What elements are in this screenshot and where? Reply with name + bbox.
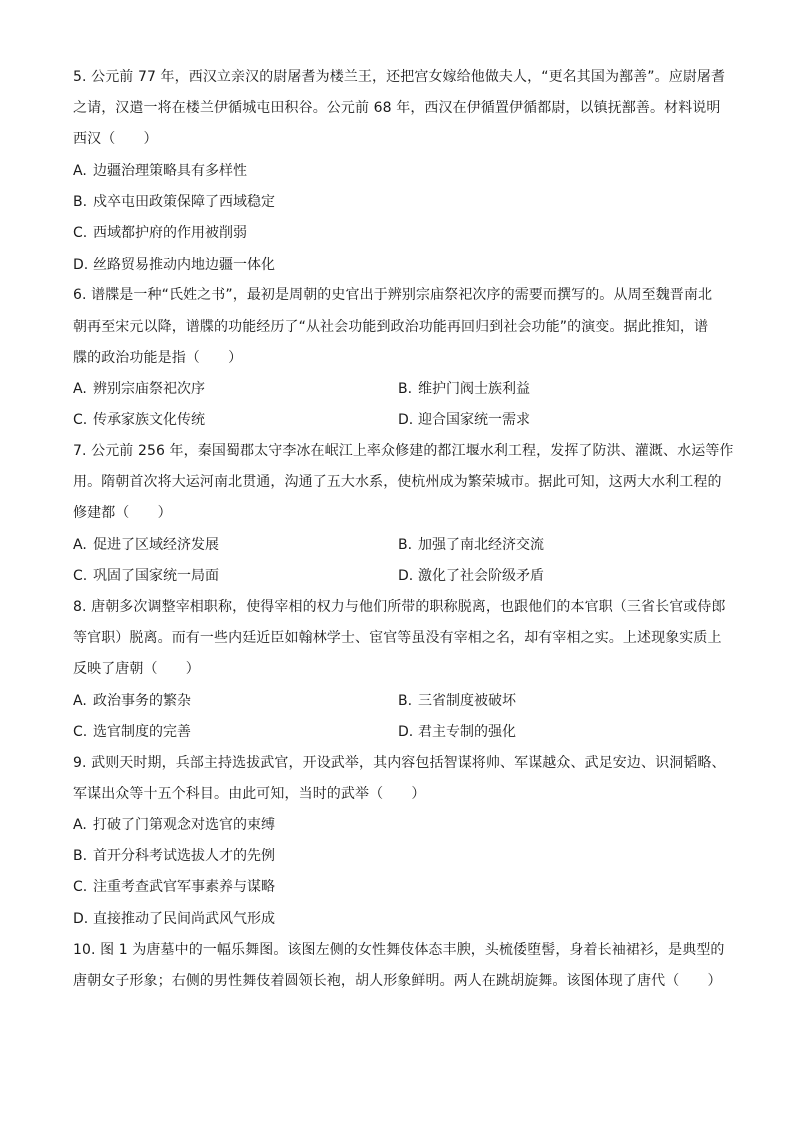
question-8-option-a[interactable] [73, 691, 191, 711]
option-key: D. [73, 257, 89, 273]
question-8-option-b[interactable] [398, 691, 516, 711]
question-9-option-d[interactable] [73, 909, 275, 929]
option-key: D. [73, 911, 89, 927]
option-text: 巩固了国家统一局面 [93, 568, 219, 584]
question-6-option-b[interactable] [398, 379, 530, 399]
option-key: A. [73, 381, 87, 397]
option-text: 加强了南北经济交流 [418, 537, 544, 553]
question-5-option-b[interactable] [73, 192, 275, 212]
option-text: 直接推动了民间尚武风气形成 [93, 911, 275, 927]
question-7-option-b[interactable] [398, 535, 544, 555]
option-key: A. [73, 163, 87, 179]
option-key: C. [73, 225, 88, 241]
question-8-line-1: 8. 唐朝多次调整宰相职称，使得宰相的权力与他们所带的职称脱离，也跟他们的本官职（三省长官或侍郎 [73, 599, 726, 615]
question-9-option-a[interactable] [73, 815, 275, 835]
question-9-option-b[interactable] [73, 846, 275, 866]
option-text: 传承家族文化传统 [93, 412, 205, 428]
option-text: 迎合国家统一需求 [418, 412, 530, 428]
option-text: 君主专制的强化 [418, 724, 516, 740]
question-5-option-a[interactable] [73, 161, 247, 181]
option-text: 边疆治理策略具有多样性 [93, 163, 247, 179]
option-key: C. [73, 412, 88, 428]
question-8-option-d[interactable] [398, 722, 516, 742]
option-text: 辨别宗庙祭祀次序 [93, 381, 205, 397]
question-6-option-a[interactable] [73, 379, 205, 399]
option-text: 维护门阀士族利益 [418, 381, 530, 397]
option-text: 促进了区域经济发展 [93, 537, 219, 553]
option-text: 选官制度的完善 [93, 724, 191, 740]
option-text: 注重考查武官军事素养与谋略 [93, 879, 275, 895]
option-text: 丝路贸易推动内地边疆一体化 [93, 257, 275, 273]
question-6-option-c[interactable] [73, 410, 205, 430]
question-7-line-3: 修建都（ ） [73, 505, 172, 521]
option-text: 三省制度被破坏 [418, 693, 516, 709]
question-8-option-c[interactable] [73, 722, 191, 742]
option-key: A. [73, 693, 87, 709]
question-9-option-c[interactable] [73, 877, 275, 897]
option-key: D. [398, 568, 414, 584]
option-key: D. [398, 724, 414, 740]
question-6-line-2: 朝再至宋元以降，谱牒的功能经历了“从社会功能到政治功能再回归到社会功能”的演变。据此推知，谱 [73, 319, 709, 335]
question-6-option-d[interactable] [398, 410, 530, 430]
question-7-option-a[interactable] [73, 535, 219, 555]
question-8-line-2: 等官职）脱离。而有一些内廷近臣如翰林学士、宦官等虽没有宰相之名，却有宰相之实。上述现象实质上 [73, 630, 722, 646]
question-5-option-d[interactable] [73, 255, 275, 275]
option-key: B. [73, 194, 88, 210]
option-key: C. [73, 568, 88, 584]
option-key: B. [398, 537, 413, 553]
option-key: A. [73, 537, 87, 553]
question-10-line-2: 唐朝女子形象；右侧的男性舞伎着圆领长袍，胡人形象鲜明。两人在跳胡旋舞。该图体现了唐代（ ） [73, 973, 722, 989]
option-key: C. [73, 724, 88, 740]
question-7-line-1: 7. 公元前 256 年，秦国蜀郡太守李冰在岷江上率众修建的都江堰水利工程，发挥了防洪、灌溉、水运等作 [73, 443, 734, 459]
question-9-line-1: 9. 武则天时期，兵部主持选拔武官，开设武举，其内容包括智谋将帅、军谋越众、武足安边、识洞韬略、 [73, 755, 726, 771]
question-5-line-3: 西汉（ ） [73, 131, 158, 147]
question-10-line-1: 10. 图 1 为唐墓中的一幅乐舞图。该图左侧的女性舞伎体态丰腴，头梳倭堕髻，身着长袖裙衫，是典型的 [73, 942, 725, 958]
option-key: B. [398, 381, 413, 397]
question-9-line-2: 军谋出众等十五个科目。由此可知，当时的武举（ ） [73, 786, 426, 802]
option-key: C. [73, 879, 88, 895]
option-text: 戍卒屯田政策保障了西域稳定 [93, 194, 275, 210]
option-key: D. [398, 412, 414, 428]
question-6-line-3: 牒的政治功能是指（ ） [73, 350, 243, 366]
question-7-line-2: 用。隋朝首次将大运河南北贯通，沟通了五大水系，使杭州成为繁荣城市。据此可知，这两大水利工程的 [73, 474, 722, 490]
question-7-option-d[interactable] [398, 566, 544, 586]
option-key: B. [73, 848, 88, 864]
option-text: 政治事务的繁杂 [93, 693, 191, 709]
question-5-line-2: 之请，汉遣一将在楼兰伊循城屯田积谷。公元前 68 年，西汉在伊循置伊循都尉，以镇抚鄯善。材料说明 [73, 100, 721, 116]
option-key: B. [398, 693, 413, 709]
option-text: 打破了门第观念对选官的束缚 [93, 817, 275, 833]
option-text: 首开分科考试选拔人才的先例 [93, 848, 275, 864]
option-key: A. [73, 817, 87, 833]
option-text: 西域都护府的作用被削弱 [93, 225, 247, 241]
question-6-line-1: 6. 谱牒是一种“氏姓之书”，最初是周朝的史官出于辨别宗庙祭祀次序的需要而撰写的。从周至魏晋南北 [73, 287, 713, 303]
question-8-line-3: 反映了唐朝（ ） [73, 661, 200, 677]
question-7-option-c[interactable] [73, 566, 219, 586]
question-5-option-c[interactable] [73, 223, 247, 243]
question-5-line-1: 5. 公元前 77 年，西汉立亲汉的尉屠耆为楼兰王，还把宫女嫁给他做夫人，“更名其国为鄯善”。应尉屠耆 [73, 69, 726, 85]
option-text: 激化了社会阶级矛盾 [418, 568, 544, 584]
